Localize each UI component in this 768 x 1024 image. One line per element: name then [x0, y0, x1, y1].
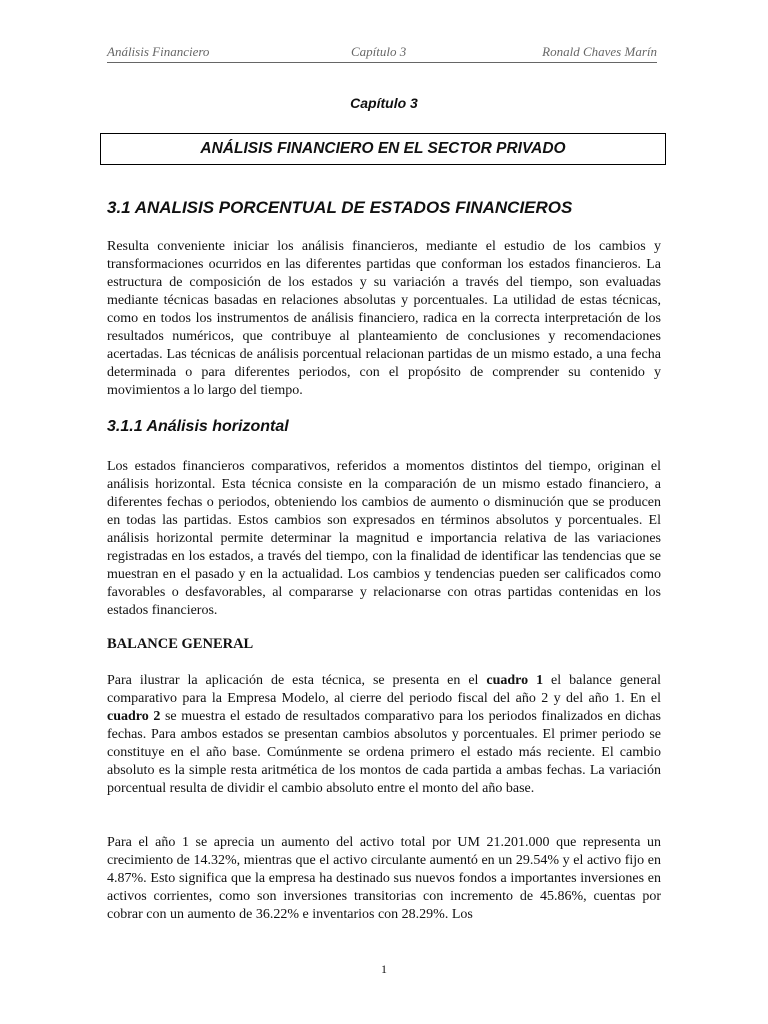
header-center: Capítulo 3	[351, 44, 407, 59]
chapter-label: Capítulo 3	[350, 95, 418, 111]
paragraph-3-1-1: Los estados financieros comparativos, referidos a momentos distintos del tiempo, originan el análisis horizontal. Esta técnica consiste en la comparación de un mismo estado financiero, a diferentes fechas o periodos, obteniendo los cambios de aumento o disminución que se producen en todas las partidas. Estos cambios son expresados en términos absolutos y porcentuales. El análisis horizontal permite determinar la magnitud e importancia relativa de las variaciones registradas en los estados, a través del tiempo, con la finalidad de identificar las tendencias que se muestran en el pasado y en la actualidad. Los cambios y tendencias pueden ser calificados como favorables o desfavorables, al compararse y relacionarse con otras partidas contenidas en los estados financieros.	[107, 459, 661, 618]
chapter-title-box	[100, 133, 666, 165]
text-run: Para ilustrar la aplicación de esta técnica, se presenta en el	[107, 673, 487, 688]
header-left: Análisis Financiero	[107, 44, 210, 59]
chapter-title: ANÁLISIS FINANCIERO EN EL SECTOR PRIVADO	[200, 140, 566, 157]
cuadro-2-ref: cuadro 2	[107, 709, 161, 724]
header-right: Ronald Chaves Marín	[542, 44, 657, 59]
section-heading-3-1: 3.1 ANALISIS PORCENTUAL DE ESTADOS FINANCIEROS	[107, 198, 573, 217]
paragraph-3-1: Resulta conveniente iniciar los análisis financieros, mediante el estudio de los cambios y transformaciones ocurridos en las diferentes partidas que conforman los estados financieros. La estructura de composición de los estados y su variación a través del tiempo, son evaluadas mediante técnicas basadas en relaciones absolutas y porcentuales. La utilidad de estas técnicas, como en todos los instrumentos de análisis financiero, radica en la correcta interpretación de los resultados numéricos, que contribuye al planteamiento de conclusiones y recomendaciones acertadas. Las técnicas de análisis porcentual relacionan partidas de un mismo estado, a una fecha determinada o para diferentes periodos, con el propósito de comprender su contenido y movimientos a lo largo del tiempo.	[107, 239, 661, 398]
cuadro-1-ref: cuadro 1	[486, 673, 544, 688]
section-heading-3-1-1: 3.1.1 Análisis horizontal	[107, 418, 289, 435]
balance-general-heading: BALANCE GENERAL	[107, 636, 254, 652]
running-header	[107, 44, 657, 63]
text-run: el balance general comparativo para la Empresa Modelo, al cierre del periodo fiscal del año 2 y del año 1. En el	[107, 673, 661, 706]
page-number: 1	[381, 962, 387, 976]
paragraph-balance-1	[107, 672, 661, 798]
paragraph-balance-2: Para el año 1 se aprecia un aumento del activo total por UM 21.201.000 que representa un crecimiento de 14.32%, mientras que el activo circulante aumentó en un 29.54% y el activo fijo en 4.87%. Esto significa que la empresa ha destinado sus nuevos fondos a importantes inversiones en activos corrientes, como son inversiones transitorias con incremento de 45.86%, cuentas por cobrar con un aumento de 36.22% e inventarios con 28.29%. Los	[107, 835, 661, 922]
text-run: se muestra el estado de resultados comparativo para los periodos finalizados en dichas fechas. Para ambos estados se presentan cambios absolutos y porcentuales. El primer periodo se constituye en el año base. Comúnmente se ordena primero el estado más reciente. El cambio absoluto es la simple resta aritmética de los montos de cada partida a ambas fechas. La variación porcentual resulta de dividir el cambio absoluto entre el monto del año base.	[107, 709, 662, 796]
